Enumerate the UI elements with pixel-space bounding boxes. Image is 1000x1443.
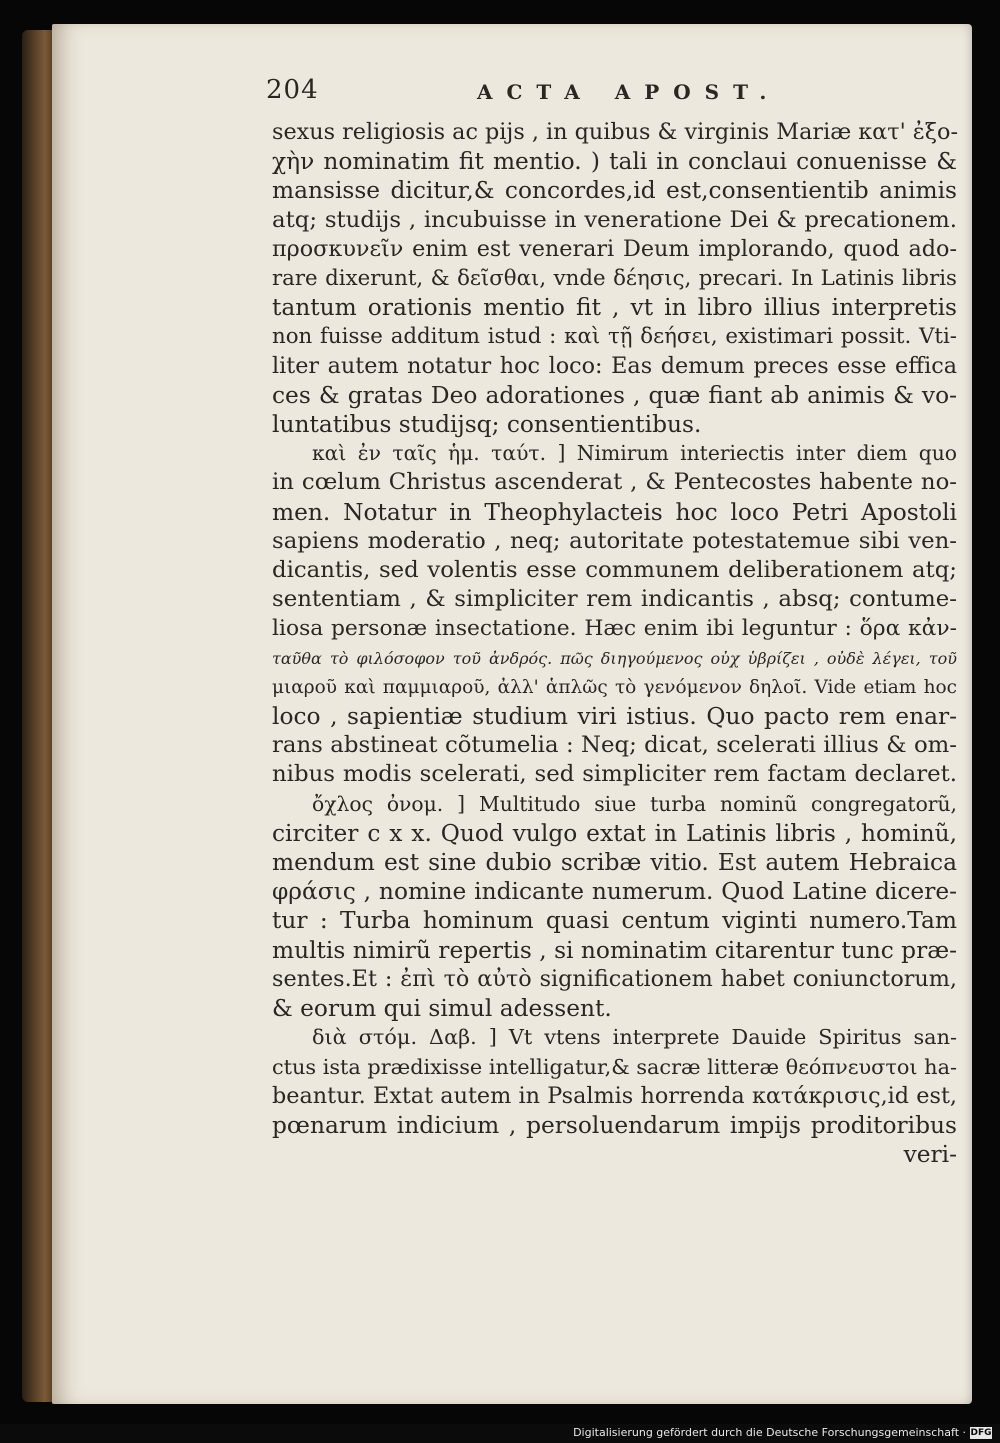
catchword: veri- bbox=[903, 1141, 957, 1169]
text-line: sexus religiosis ac pijs , in quibus & virginis Mariæ κατ' ἐξο- bbox=[272, 119, 958, 145]
text-line: sapiens moderatio , neq; autoritate potestatemue sibi ven- bbox=[272, 527, 957, 554]
text-line: rans abstineat cõtumelia : Neq; dicat, scelerati illius & om- bbox=[272, 732, 957, 759]
text-line: luntatibus studijsq; consentientibus. bbox=[272, 411, 702, 439]
text-line: χὴν nominatim fit mentio. ) tali in conclaui conuenisse & bbox=[272, 148, 957, 176]
text-line: liosa personæ insectatione. Hæc enim ibi leguntur : ὅρα κἀν- bbox=[272, 616, 957, 642]
text-line: rare dixerunt, & δεῖσθαι, vnde δέησις, precari. In Latinis libris bbox=[272, 266, 957, 292]
text-line: in cœlum Christus ascenderat , & Pentecostes habente no- bbox=[272, 469, 957, 496]
page-number: 204 bbox=[266, 75, 319, 105]
dfg-logo-icon: DFG bbox=[970, 1428, 992, 1438]
text-line: διὰ στόμ. Δαβ. ] Vt vtens interprete Dauide Spiritus san- bbox=[312, 1025, 957, 1050]
text-line: nibus modis scelerati, sed simpliciter rem factam declaret. bbox=[272, 761, 957, 788]
text-line: pœnarum indicium , persoluendarum impijs proditoribus bbox=[272, 1111, 957, 1139]
text-line: dicantis, sed volentis esse communem deliberationem atq; bbox=[272, 557, 957, 584]
text-line: προσκυνεῖν enim est venerari Deum implorando, quod ado- bbox=[272, 235, 957, 262]
text-line: tur : Turba hominum quasi centum viginti numero.Tam bbox=[272, 907, 957, 935]
text-line: ctus ista prædixisse intelligatur,& sacræ litteræ θεόπνευστοι ha- bbox=[272, 1054, 957, 1079]
text-line-greek: ταῦθα τὸ φιλόσοφον τοῦ ἀνδρός. πῶς διηγούμενος οὐχ ὑβρίζει , οὐδὲ λέγει, τοῦ bbox=[272, 648, 957, 668]
text-line: beantur. Extat autem in Psalmis horrenda κατάκρισις,id est, bbox=[272, 1082, 957, 1109]
text-block bbox=[266, 74, 958, 1169]
text-line: non fuisse additum istud : καὶ τῇ δεήσει, existimari possit. Vti- bbox=[272, 324, 957, 350]
text-line: atq; studijs , incubuisse in veneratione Dei & precationem. bbox=[272, 206, 957, 233]
text-line: ces & gratas Deo adorationes , quæ fiant ab animis & vo- bbox=[272, 381, 957, 409]
text-line: καὶ ἐν ταῖς ἡμ. ταύτ. ] Nimirum interiectis inter diem quo bbox=[312, 441, 957, 466]
footer-bar bbox=[0, 1424, 1000, 1443]
text-line: tantum orationis mentio fit , vt in libro illius interpretis bbox=[272, 294, 957, 322]
text-line: mendum est sine dubio scribæ vitio. Est autem Hebraica bbox=[272, 849, 957, 877]
footer-credit: Digitalisierung gefördert durch die Deutsche Forschungsgemeinschaft · bbox=[573, 1426, 966, 1439]
text-line: mansisse dicitur,& concordes,id est,consentientib animis bbox=[272, 177, 957, 205]
text-line: ὄχλος ὀνομ. ] Multitudo siue turba nominũ congregatorũ, bbox=[312, 791, 957, 816]
text-line: loco , sapientiæ studium viri istius. Quo pacto rem enar- bbox=[272, 703, 957, 731]
text-line: sententiam , & simpliciter rem indicantis , absq; contume- bbox=[272, 586, 957, 613]
text-line: men. Notatur in Theophylacteis hoc loco Petri Apostoli bbox=[272, 498, 957, 526]
text-line: multis nimirũ repertis , si nominatim citarentur tunc præ- bbox=[272, 936, 957, 964]
text-line: sentes.Et : ἐπὶ τὸ αὐτὸ significationem habet coniunctorum, bbox=[272, 965, 957, 992]
text-line: liter autem notatur hoc loco: Eas demum preces esse effica bbox=[272, 352, 957, 379]
text-line: & eorum qui simul adessent. bbox=[272, 995, 612, 1023]
running-title: ACTA APOST. bbox=[477, 80, 781, 104]
text-line: circiter c x x. Quod vulgo extat in Latinis libris , hominũ, bbox=[272, 819, 957, 847]
text-line: μιαροῦ καὶ παμμιαροῦ, ἀλλ' ἁπλῶς τὸ γενόμενον δηλοῖ. Vide etiam hoc bbox=[272, 676, 957, 698]
running-head bbox=[266, 74, 957, 118]
text-line: φράσις , nomine indicante numerum. Quod Latine dicere- bbox=[272, 878, 957, 906]
